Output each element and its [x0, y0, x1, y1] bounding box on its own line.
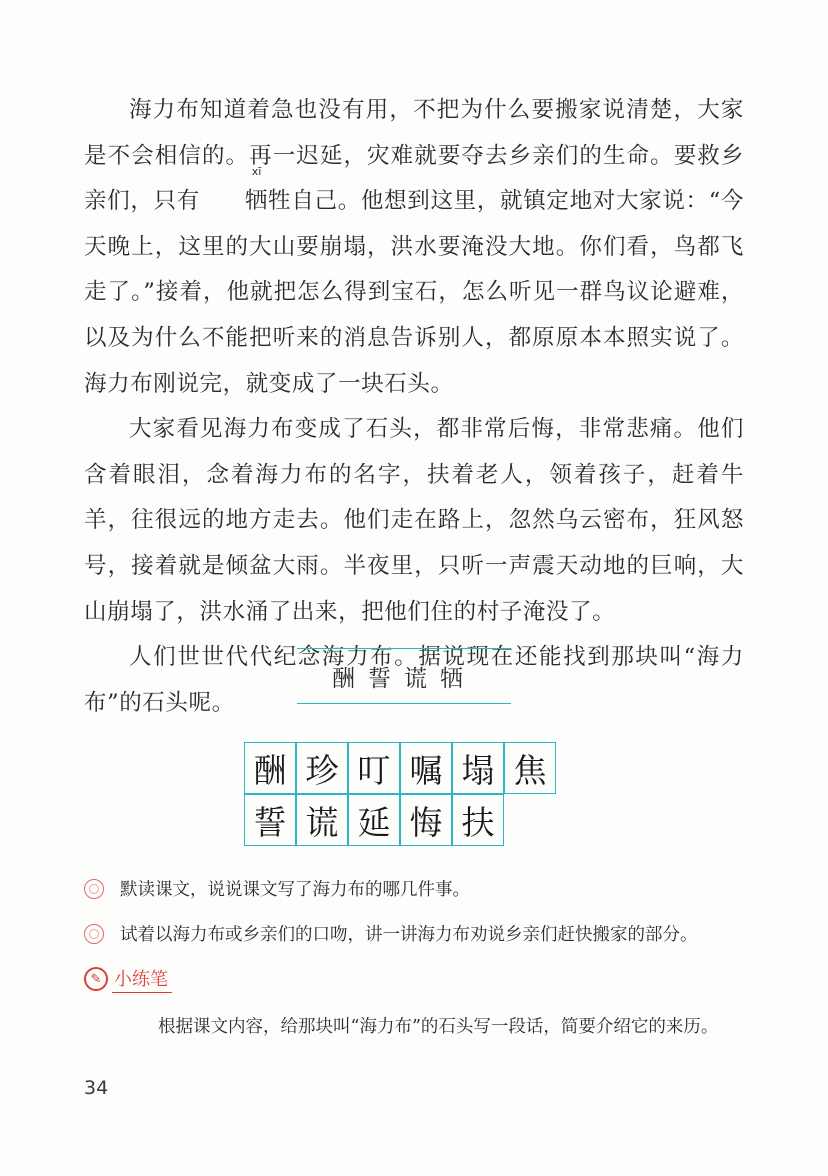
vocab-box: [297, 648, 511, 704]
page-number: 34: [84, 1077, 109, 1099]
question-2: [84, 921, 698, 946]
pen-icon: ✎: [84, 967, 108, 991]
character-grid: [244, 742, 556, 846]
grid-char: 誓: [244, 794, 296, 846]
vocab-words: 酬誓谎牺: [332, 665, 476, 692]
pinyin-annotation: xī: [251, 165, 262, 179]
practice-text: 根据课文内容，给那块叫“海力布”的石头写一段话，简要介绍它的来历。: [158, 1017, 719, 1037]
grid-char: 塌: [452, 742, 504, 794]
question-1: [84, 876, 470, 901]
grid-char: 嘱: [400, 742, 452, 794]
grid-char: 谎: [296, 794, 348, 846]
grid-char: 珍: [296, 742, 348, 794]
grid-char: 延: [348, 794, 400, 846]
question-text: 默读课文，说说课文写了海力布的哪几件事。: [120, 880, 470, 900]
practice-title: 小练笔: [112, 965, 172, 993]
paragraph-1: 海力布知道着急也没有用，不把为什么要搬家说清楚，大家是不会相信的。再一迟延，灾难就要夺去乡亲们的生命。要救乡亲们，只有 xī 牺牲自己。他想到这里，就镇定地对大家说：“今天晚上，这里的大山要崩塌，洪水要淹没大地。你们看，鸟都飞走了。”接着，他就把怎么得到宝石，怎么听见一群鸟议论避难，以及为什么不能把听来的消息告诉别人，都原原本本照实说了。海力布刚说完，就变成了一块石头。: [84, 97, 744, 397]
swirl-bullet-icon: [84, 924, 104, 944]
grid-char: 叮: [348, 742, 400, 794]
swirl-bullet-icon: [84, 879, 104, 899]
grid-char: 悔: [400, 794, 452, 846]
paragraph-3: 人们世世代代纪念海力布。据说现在还能找到那块叫“海力布”的石头呢。: [84, 644, 744, 716]
story-text: [84, 88, 744, 726]
question-text: 试着以海力布或乡亲们的口吻，讲一讲海力布劝说乡亲们赶快搬家的部分。: [120, 925, 698, 945]
paragraph-2: 大家看见海力布变成了石头，都非常后悔，非常悲痛。他们含着眼泪，念着海力布的名字，扶着老人，领着孩子，赶着牛羊，往很远的地方走去。他们走在路上，忽然乌云密布，狂风怒号，接着就是倾盆大雨。半夜里，只听一声震天动地的巨响，大山崩塌了，洪水涌了出来，把他们住的村子淹没了。: [84, 416, 744, 625]
grid-char: 焦: [504, 742, 556, 794]
pinyin-annotated-char: xī 牺: [200, 179, 268, 225]
grid-char: 酬: [244, 742, 296, 794]
grid-char: 扶: [452, 794, 504, 846]
practice-heading: [84, 965, 172, 993]
